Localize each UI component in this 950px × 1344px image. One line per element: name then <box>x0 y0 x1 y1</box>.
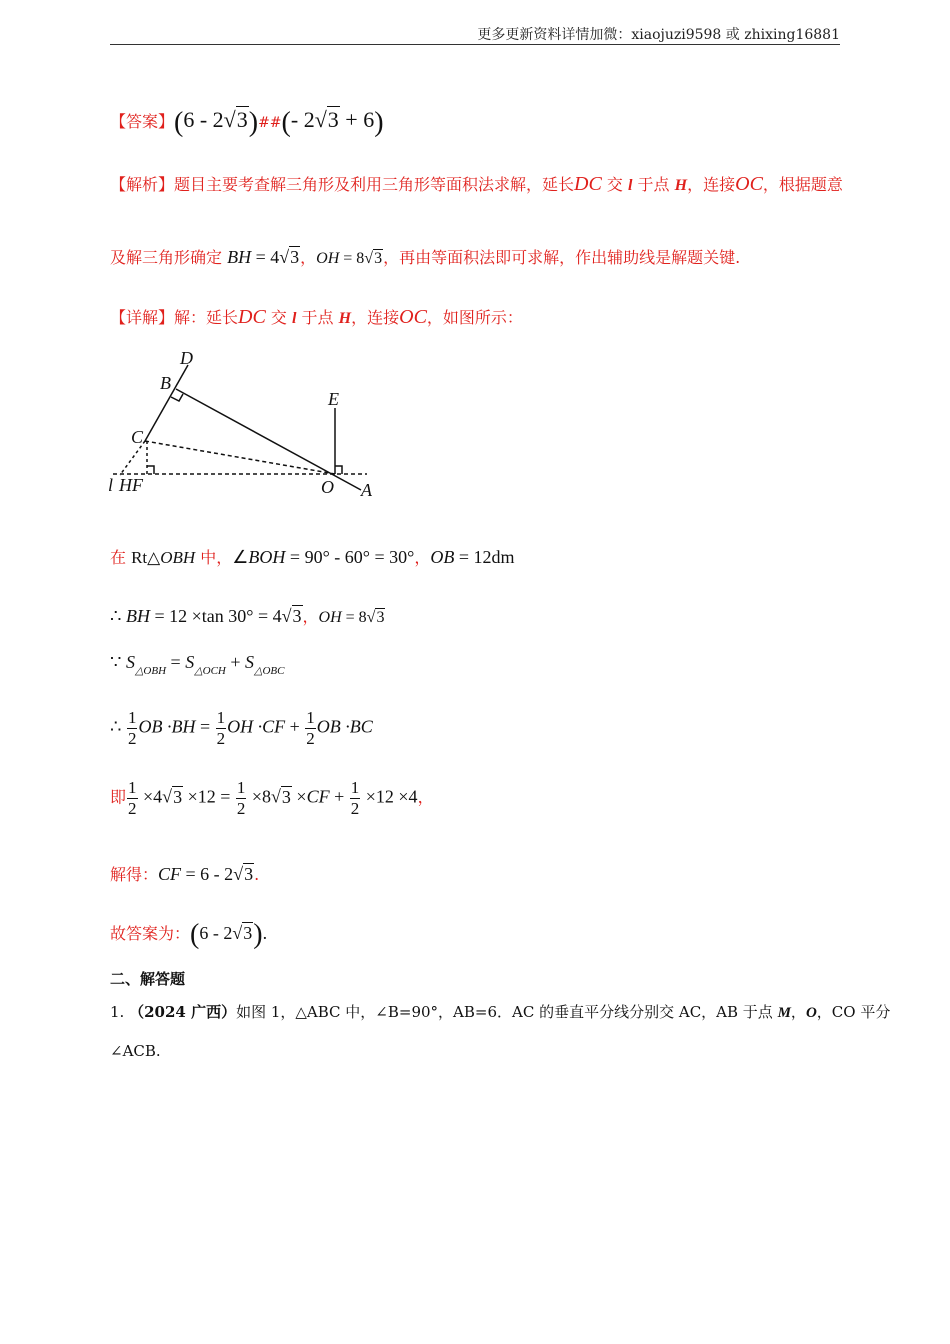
detail-label: 【详解】 <box>110 308 175 327</box>
detail-line: 【详解】解：延长DC 交 l 于点 H，连接OC，如图所示： <box>110 306 523 328</box>
step-4: ∴ $\frac{1}{2}$ OB ·BH = $\frac{1}{2}$ OH ·CF + $\frac{1}{2}$ OB ·BC <box>110 708 373 748</box>
label-a: A <box>361 480 372 500</box>
analysis-label: 【解析】 <box>110 175 175 194</box>
step-5: 即 $\frac{1}{2}$ ×4√3 ×12 = $\frac{1}{2}$ ×8√3 ×CF + $\frac{1}{2}$ ×12 ×4， <box>110 778 434 818</box>
label-o: O <box>321 477 334 497</box>
analysis-line-2: 及解三角形确定 BH = 4√3，OH = 8√3，再由等面积法即可求解，作出辅助线是解题关键. <box>110 247 741 267</box>
analysis-line-1: 【解析】题目主要考查解三角形及利用三角形等面积法求解，延长DC 交 l 于点 H，连接OC，根据题意 <box>110 173 843 195</box>
page-header: 更多更新资料详情加微：xiaojuzi9598 或 zhixing16881 <box>477 27 840 43</box>
label-e: E <box>328 389 339 409</box>
step-2: ∴ BH = 12 ×tan 30° = 4√3，OH = 8√3 <box>110 606 385 626</box>
label-l: l <box>108 475 114 495</box>
step-6: 解得：CF = 6 - 2√3. <box>110 864 260 884</box>
geometry-diagram <box>105 345 385 505</box>
right-angle-f <box>147 466 154 474</box>
right-angle-b <box>171 394 183 401</box>
step-7-final-answer: 故答案为：(6 - 2√3). <box>110 919 268 950</box>
line-co <box>145 441 335 474</box>
answer-separator: ## <box>258 115 282 131</box>
label-c: C <box>131 427 144 447</box>
label-b: B <box>160 373 171 393</box>
step-3: ∵ $S_{\triangle OBH} = S_{\triangle OCH} + S_{\triangle OBC}$ <box>110 652 285 677</box>
problem-1-line-1: 1. （2024 广西）如图 1，△ABC 中，∠B=90°，AB=6．AC 的垂直平分线分别交 AC，AB 于点 M，O，CO 平分 <box>110 1003 891 1021</box>
section-title: 二、解答题 <box>110 970 186 988</box>
label-d: D <box>180 348 193 368</box>
answer-line: 【答案】(6 - 2√3)##(- 2√3 + 6) <box>110 107 384 138</box>
right-angle-o <box>335 466 342 474</box>
problem-1-line-2: ∠ACB. <box>110 1042 161 1060</box>
label-hf: HF <box>119 475 143 495</box>
step-1: 在 Rt△OBH 中，∠BOH = 90° - 60° = 30°，OB = 12dm <box>110 547 515 567</box>
answer-label: 【答案】 <box>110 112 175 131</box>
header-rule <box>110 44 840 45</box>
